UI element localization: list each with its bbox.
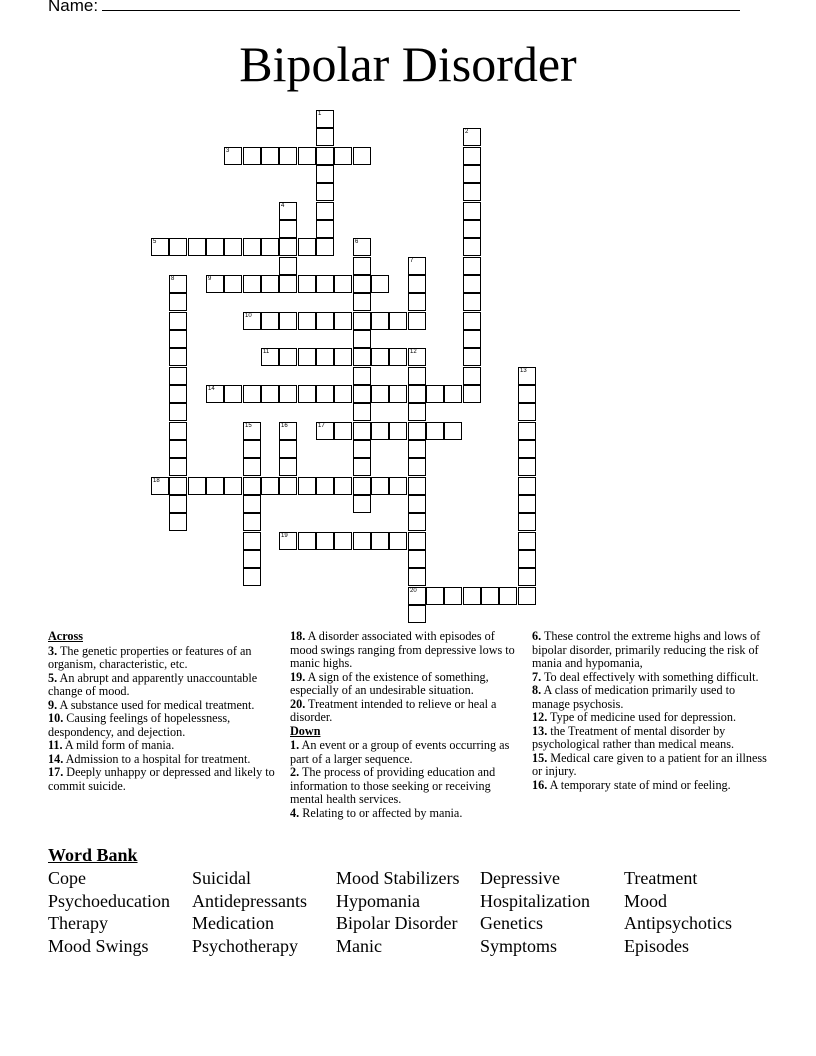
crossword-cell[interactable] <box>224 147 242 165</box>
crossword-cell[interactable] <box>316 183 334 201</box>
crossword-cell[interactable] <box>334 275 352 293</box>
crossword-cell[interactable] <box>243 532 261 550</box>
crossword-cell[interactable] <box>408 568 426 586</box>
crossword-cell[interactable] <box>243 513 261 531</box>
crossword-cell[interactable] <box>243 385 261 403</box>
crossword-cell[interactable] <box>408 257 426 275</box>
word-bank-item: Psychotherapy <box>192 936 298 957</box>
word-bank-item: Suicidal <box>192 868 251 888</box>
crossword-cell[interactable] <box>316 422 334 440</box>
crossword-cell[interactable] <box>353 458 371 476</box>
clue-number: 12. <box>532 710 548 724</box>
crossword-cell[interactable] <box>334 385 352 403</box>
crossword-cell[interactable] <box>353 385 371 403</box>
word-bank-item: Antidepressants <box>192 890 307 911</box>
crossword-cell[interactable] <box>463 238 481 256</box>
crossword-cell[interactable] <box>279 348 297 366</box>
crossword-cell[interactable] <box>463 257 481 275</box>
crossword-cell[interactable] <box>463 220 481 238</box>
crossword-cell[interactable] <box>316 385 334 403</box>
crossword-cell[interactable] <box>334 147 352 165</box>
crossword-cell[interactable] <box>279 385 297 403</box>
crossword-cell[interactable] <box>518 495 536 513</box>
clue-text: Relating to or affected by mania. <box>299 805 463 820</box>
crossword-cell[interactable] <box>298 348 316 366</box>
crossword-cell[interactable] <box>298 532 316 550</box>
clue-number: 16. <box>532 777 548 792</box>
crossword-cell[interactable] <box>371 422 389 440</box>
clue-number-label: 20 <box>410 588 417 594</box>
crossword-cell[interactable] <box>408 513 426 531</box>
crossword-cell[interactable] <box>353 147 371 165</box>
crossword-cell[interactable] <box>463 183 481 201</box>
crossword-cell[interactable] <box>371 477 389 495</box>
word-bank-item: Bipolar Disorder <box>336 913 458 934</box>
word-bank-item: Hypomania <box>336 890 420 911</box>
clue-number-label: 19 <box>281 533 288 539</box>
crossword-cell[interactable] <box>169 440 187 458</box>
down-clue-15 <box>532 752 768 779</box>
across-list-b <box>290 630 522 725</box>
clue-text: The process of providing education and information to those seeking or receiving mental health services. <box>290 765 496 806</box>
crossword-cell[interactable] <box>316 275 334 293</box>
crossword-cell[interactable] <box>169 458 187 476</box>
crossword-cell[interactable] <box>279 532 297 550</box>
across-clue-5 <box>48 672 280 699</box>
across-clue-18 <box>290 630 522 671</box>
crossword-cell[interactable] <box>316 238 334 256</box>
down-list-a <box>290 739 522 820</box>
crossword-cell[interactable] <box>316 165 334 183</box>
down-list-b <box>532 630 768 792</box>
clue-text: An event or a group of events occurring as part of a larger sequence. <box>290 738 510 766</box>
crossword-cell[interactable] <box>279 477 297 495</box>
crossword-cell[interactable] <box>316 110 334 128</box>
crossword-cell[interactable] <box>518 550 536 568</box>
crossword-cell[interactable] <box>518 568 536 586</box>
crossword-cell[interactable] <box>169 348 187 366</box>
clue-number-label: 8 <box>171 276 175 282</box>
clue-number-label: 7 <box>410 258 414 264</box>
crossword-cell[interactable] <box>408 312 426 330</box>
crossword-cell[interactable] <box>518 532 536 550</box>
clue-text: A substance used for medical treatment. <box>57 697 255 712</box>
crossword-cell[interactable] <box>444 587 462 605</box>
clue-number-label: 12 <box>410 349 417 355</box>
clue-number: 4. <box>290 805 300 820</box>
crossword-cell[interactable] <box>298 385 316 403</box>
across-clue-10 <box>48 712 280 739</box>
clues-column-3 <box>532 630 768 792</box>
clue-number: 19. <box>290 669 306 684</box>
crossword-cell[interactable] <box>206 238 224 256</box>
crossword-cell[interactable] <box>279 440 297 458</box>
crossword-cell[interactable] <box>279 458 297 476</box>
crossword-cell[interactable] <box>316 477 334 495</box>
crossword-cell[interactable] <box>169 403 187 421</box>
clue-number: 17. <box>48 765 64 779</box>
crossword-cell[interactable] <box>169 477 187 495</box>
word-bank-item: Hospitalization <box>480 890 590 911</box>
clue-number: 2. <box>290 765 300 779</box>
crossword-cell[interactable] <box>279 275 297 293</box>
crossword-cell[interactable] <box>169 385 187 403</box>
crossword-cell[interactable] <box>206 385 224 403</box>
crossword-cell[interactable] <box>334 477 352 495</box>
page-title: Bipolar Disorder <box>239 36 577 92</box>
crossword-cell[interactable] <box>518 513 536 531</box>
crossword-cell[interactable] <box>243 440 261 458</box>
across-heading: Across <box>48 629 83 643</box>
crossword-cell[interactable] <box>389 477 407 495</box>
clue-number-label: 2 <box>465 129 469 135</box>
crossword-cell[interactable] <box>463 202 481 220</box>
word-bank-item: Psychoeducation <box>48 890 170 911</box>
crossword-cell[interactable] <box>353 275 371 293</box>
crossword-cell[interactable] <box>518 587 536 605</box>
crossword-cell[interactable] <box>463 147 481 165</box>
crossword-cell[interactable] <box>334 422 352 440</box>
crossword-cell[interactable] <box>389 348 407 366</box>
clue-number-label: 9 <box>208 276 212 282</box>
crossword-cell[interactable] <box>463 348 481 366</box>
down-clue-8 <box>532 684 768 711</box>
clue-number-label: 4 <box>281 203 285 209</box>
crossword-cell[interactable] <box>316 348 334 366</box>
crossword-cell[interactable] <box>353 330 371 348</box>
across-clue-20 <box>290 698 522 725</box>
crossword-cell[interactable] <box>334 532 352 550</box>
crossword-cell[interactable] <box>169 422 187 440</box>
word-bank-item: Episodes <box>624 936 689 957</box>
crossword-cell[interactable] <box>243 495 261 513</box>
crossword-cell[interactable] <box>518 422 536 440</box>
crossword-cell[interactable] <box>261 275 279 293</box>
crossword-cell[interactable] <box>169 495 187 513</box>
crossword-cell[interactable] <box>169 312 187 330</box>
crossword-cell[interactable] <box>169 293 187 311</box>
clue-number-label: 6 <box>355 239 359 245</box>
crossword-cell[interactable] <box>261 477 279 495</box>
clue-text: A sign of the existence of something, especially of an undesirable situation. <box>290 669 489 697</box>
crossword-cell[interactable] <box>224 385 242 403</box>
crossword-cell[interactable] <box>298 147 316 165</box>
crossword-cell[interactable] <box>408 422 426 440</box>
crossword-cell[interactable] <box>426 587 444 605</box>
clue-number-label: 3 <box>226 148 230 154</box>
word-bank-item: Symptoms <box>480 936 558 957</box>
crossword-cell[interactable] <box>279 257 297 275</box>
clue-number-label: 5 <box>153 239 157 245</box>
clues-column-1 <box>48 630 280 793</box>
crossword-cell[interactable] <box>353 477 371 495</box>
crossword-cell[interactable] <box>169 330 187 348</box>
clue-number-label: 11 <box>263 349 270 355</box>
crossword-cell[interactable] <box>188 238 206 256</box>
clue-text: These control the extreme highs and lows of bipolar disorder, primarily reducing the risk of mania and hypomania, <box>532 629 761 670</box>
crossword-cell[interactable] <box>243 238 261 256</box>
word-bank-item: Mood Swings <box>48 936 149 957</box>
crossword-cell[interactable] <box>261 238 279 256</box>
clue-text: Treatment intended to relieve or heal a disorder. <box>290 696 497 724</box>
crossword-cell[interactable] <box>316 532 334 550</box>
clue-number-label: 14 <box>208 386 215 392</box>
clue-number: 11. <box>48 738 63 752</box>
down-clue-1 <box>290 739 522 766</box>
crossword-cell[interactable] <box>463 275 481 293</box>
word-bank-item: Genetics <box>480 913 543 934</box>
crossword-cell[interactable] <box>518 477 536 495</box>
crossword-cell[interactable] <box>426 385 444 403</box>
clue-text: A temporary state of mind or feeling. <box>547 777 731 792</box>
clue-text: A mild form of mania. <box>62 738 175 752</box>
crossword-cell[interactable] <box>408 532 426 550</box>
crossword-cell[interactable] <box>243 458 261 476</box>
crossword-cell[interactable] <box>298 312 316 330</box>
crossword-cell[interactable] <box>224 477 242 495</box>
crossword-cell[interactable] <box>206 275 224 293</box>
crossword-cell[interactable] <box>353 348 371 366</box>
crossword-cell[interactable] <box>243 568 261 586</box>
clue-number: 1. <box>290 738 300 752</box>
clue-text: An abrupt and apparently unaccountable change of mood. <box>48 670 258 698</box>
crossword-cell[interactable] <box>316 202 334 220</box>
crossword-cell[interactable] <box>169 238 187 256</box>
clue-number: 20. <box>290 696 306 711</box>
word-bank-item: Treatment <box>624 868 698 888</box>
crossword-cell[interactable] <box>279 422 297 440</box>
crossword-cell[interactable] <box>481 587 499 605</box>
clue-number-label: 10 <box>245 313 252 319</box>
clue-text: A class of medication primarily used to manage psychosis. <box>532 683 736 711</box>
clue-number-label: 18 <box>153 478 160 484</box>
clue-number: 8. <box>532 683 542 697</box>
crossword-cell[interactable] <box>334 312 352 330</box>
crossword-cell[interactable] <box>353 403 371 421</box>
down-clue-4 <box>290 807 522 821</box>
word-bank-item: Medication <box>192 913 274 934</box>
crossword-cell[interactable] <box>389 312 407 330</box>
crossword-cell[interactable] <box>353 257 371 275</box>
crossword-cell[interactable] <box>243 477 261 495</box>
crossword-cell[interactable] <box>353 422 371 440</box>
word-bank-item: Depressive <box>480 868 560 888</box>
clue-number: 6. <box>532 629 542 643</box>
crossword-cell[interactable] <box>408 477 426 495</box>
word-bank <box>48 867 768 958</box>
clue-number-label: 15 <box>245 423 252 429</box>
clue-text: Type of medicine used for depression. <box>547 710 737 724</box>
crossword-cell[interactable] <box>371 348 389 366</box>
across-clue-14 <box>48 753 280 767</box>
crossword-cell[interactable] <box>408 367 426 385</box>
crossword-cell[interactable] <box>463 587 481 605</box>
crossword-cell[interactable] <box>243 422 261 440</box>
crossword-cell[interactable] <box>279 238 297 256</box>
crossword-cell[interactable] <box>224 275 242 293</box>
crossword-cell[interactable] <box>353 293 371 311</box>
crossword-cell[interactable] <box>261 385 279 403</box>
crossword-cell[interactable] <box>279 220 297 238</box>
across-clue-17 <box>48 766 280 793</box>
crossword-cell[interactable] <box>463 330 481 348</box>
clue-number: 7. <box>532 669 542 684</box>
crossword-cell[interactable] <box>463 293 481 311</box>
crossword-cell[interactable] <box>261 348 279 366</box>
crossword-cell[interactable] <box>408 605 426 623</box>
across-clue-19 <box>290 671 522 698</box>
down-clue-12 <box>532 711 768 725</box>
crossword-cell[interactable] <box>243 550 261 568</box>
crossword-cell[interactable] <box>298 477 316 495</box>
crossword-cell[interactable] <box>408 587 426 605</box>
crossword-cell[interactable] <box>353 238 371 256</box>
crossword-cell[interactable] <box>408 458 426 476</box>
word-bank-item: Cope <box>48 868 86 888</box>
crossword-cell[interactable] <box>279 147 297 165</box>
word-bank-item: Therapy <box>48 913 108 934</box>
crossword-cell[interactable] <box>353 367 371 385</box>
crossword-cell[interactable] <box>408 403 426 421</box>
crossword-cell[interactable] <box>408 385 426 403</box>
clue-text: Causing feelings of hopelessness, despondency, and dejection. <box>48 711 231 739</box>
crossword-cell[interactable] <box>151 238 169 256</box>
crossword-cell[interactable] <box>518 367 536 385</box>
down-clue-6 <box>532 630 768 671</box>
crossword-cell[interactable] <box>518 440 536 458</box>
crossword-cell[interactable] <box>298 238 316 256</box>
crossword-cell[interactable] <box>353 312 371 330</box>
crossword-cell[interactable] <box>426 422 444 440</box>
crossword-cell[interactable] <box>518 385 536 403</box>
word-bank-item: Mood <box>624 890 668 911</box>
down-clue-16 <box>532 779 768 793</box>
across-clue-9 <box>48 699 280 713</box>
word-bank-item: Manic <box>336 936 382 957</box>
clue-text: The genetic properties or features of an organism, characteristic, etc. <box>48 643 252 671</box>
clues-column-2 <box>290 630 522 820</box>
crossword-cell[interactable] <box>518 458 536 476</box>
crossword-cell[interactable] <box>316 147 334 165</box>
across-list-a <box>48 645 280 794</box>
down-heading: Down <box>290 723 321 738</box>
crossword-cell[interactable] <box>389 422 407 440</box>
crossword-cell[interactable] <box>444 385 462 403</box>
crossword-cell[interactable] <box>408 275 426 293</box>
clue-number-label: 17 <box>318 423 325 429</box>
crossword-cell[interactable] <box>243 147 261 165</box>
clue-text: Medical care given to a patient for an illness or injury. <box>532 750 767 778</box>
crossword-cell[interactable] <box>389 532 407 550</box>
crossword-cell[interactable] <box>371 532 389 550</box>
crossword-cell[interactable] <box>151 477 169 495</box>
crossword-cell[interactable] <box>408 440 426 458</box>
crossword-cell[interactable] <box>371 385 389 403</box>
clue-number: 3. <box>48 643 58 658</box>
crossword-cell[interactable] <box>463 312 481 330</box>
clue-number: 15. <box>532 750 548 765</box>
crossword-cell[interactable] <box>169 513 187 531</box>
crossword-cell[interactable] <box>279 312 297 330</box>
crossword-cell[interactable] <box>353 532 371 550</box>
clue-text: Deeply unhappy or depressed and likely to commit suicide. <box>48 765 275 793</box>
word-bank-heading: Word Bank <box>48 845 138 865</box>
crossword-cell[interactable] <box>463 165 481 183</box>
crossword-cell[interactable] <box>389 385 407 403</box>
crossword-cell[interactable] <box>334 348 352 366</box>
crossword-cell[interactable] <box>316 312 334 330</box>
across-clue-3 <box>48 645 280 672</box>
crossword-cell[interactable] <box>224 238 242 256</box>
crossword-cell[interactable] <box>408 550 426 568</box>
crossword-cell[interactable] <box>408 495 426 513</box>
crossword-cell[interactable] <box>463 128 481 146</box>
crossword-cell[interactable] <box>279 202 297 220</box>
down-clue-7 <box>532 671 768 685</box>
clue-text: the Treatment of mental disorder by psychological rather than medical means. <box>532 723 735 751</box>
across-clue-11 <box>48 739 280 753</box>
crossword-cell[interactable] <box>463 367 481 385</box>
clue-text: A disorder associated with episodes of mood swings ranging from depressive lows to manic highs. <box>290 629 515 670</box>
crossword-cell[interactable] <box>261 147 279 165</box>
name-label: Name: <box>48 0 99 15</box>
crossword-cell[interactable] <box>169 367 187 385</box>
clue-text: Admission to a hospital for treatment. <box>63 751 251 766</box>
crossword-cell[interactable] <box>353 440 371 458</box>
clue-number: 5. <box>48 670 58 685</box>
clue-number-label: 1 <box>318 111 322 117</box>
crossword-cell[interactable] <box>243 275 261 293</box>
word-bank-item: Mood Stabilizers <box>336 868 460 888</box>
crossword-cell[interactable] <box>371 275 389 293</box>
crossword-cell[interactable] <box>371 312 389 330</box>
crossword-cell[interactable] <box>499 587 517 605</box>
crossword-cell[interactable] <box>243 312 261 330</box>
clue-number: 10. <box>48 711 64 725</box>
crossword-cell[interactable] <box>518 403 536 421</box>
crossword-cell[interactable] <box>408 293 426 311</box>
clue-number: 14. <box>48 751 64 766</box>
clue-text: To deal effectively with something difficult. <box>541 669 759 684</box>
word-bank-item: Antipsychotics <box>624 913 732 934</box>
crossword-cell[interactable] <box>316 220 334 238</box>
clue-number-label: 13 <box>520 368 527 374</box>
crossword-cell[interactable] <box>408 348 426 366</box>
crossword-cell[interactable] <box>444 422 462 440</box>
crossword-cell[interactable] <box>316 128 334 146</box>
crossword-cell[interactable] <box>206 477 224 495</box>
clue-number: 13. <box>532 723 548 738</box>
down-clue-13 <box>532 725 768 752</box>
crossword-cell[interactable] <box>261 312 279 330</box>
clue-number: 9. <box>48 697 58 712</box>
crossword-cell[interactable] <box>169 275 187 293</box>
crossword-cell[interactable] <box>463 385 481 403</box>
clue-number: 18. <box>290 629 306 643</box>
down-clue-2 <box>290 766 522 807</box>
clue-number-label: 16 <box>281 423 288 429</box>
crossword-cell[interactable] <box>353 495 371 513</box>
crossword-cell[interactable] <box>298 275 316 293</box>
crossword-cell[interactable] <box>188 477 206 495</box>
